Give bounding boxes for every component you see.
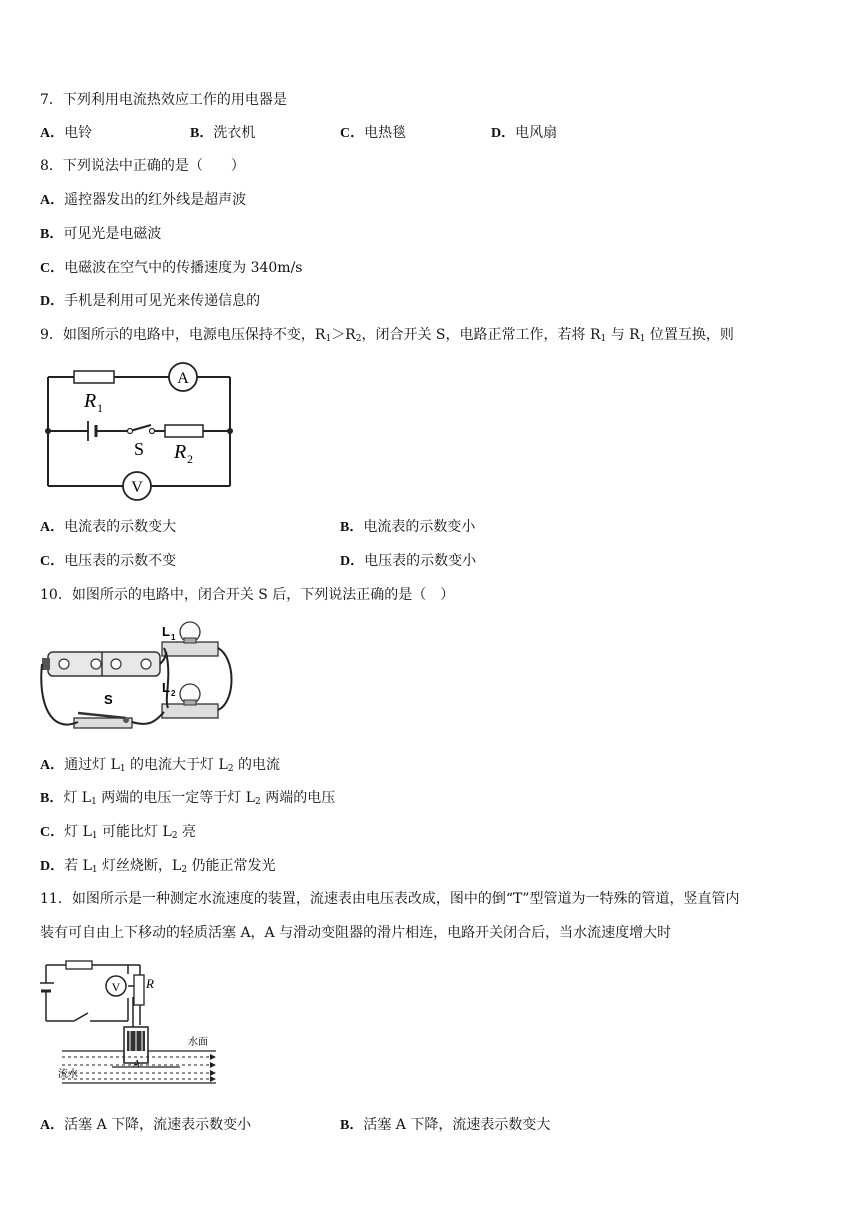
- option-text: 灯 L: [64, 824, 92, 840]
- option-text: 可见光是电磁波: [63, 226, 162, 242]
- option-text: 遥控器发出的红外线是超声波: [64, 192, 247, 208]
- q8-option-b[interactable]: [40, 224, 161, 245]
- ammeter-label: A: [177, 370, 189, 387]
- option-text: 电风扇: [515, 125, 558, 141]
- option-text: 电压表的示数不变: [64, 553, 177, 569]
- q10-option-d[interactable]: [40, 856, 276, 880]
- switch-icon: [128, 429, 155, 434]
- option-label: C．: [340, 126, 365, 141]
- q7-option-d[interactable]: [491, 123, 557, 144]
- option-label: A．: [40, 193, 65, 208]
- stem-sub: 1: [600, 334, 607, 344]
- option-label: A．: [40, 758, 65, 773]
- q7-option-b[interactable]: [190, 123, 255, 144]
- q10-option-a[interactable]: [40, 755, 280, 779]
- q11-option-a[interactable]: [40, 1115, 251, 1136]
- l2-label: L: [162, 680, 170, 695]
- option-label: D．: [340, 554, 365, 569]
- option-label: B．: [190, 126, 214, 141]
- q10-option-c[interactable]: [40, 822, 196, 846]
- q8-option-a[interactable]: [40, 190, 246, 211]
- q9-circuit-diagram: [40, 355, 240, 505]
- option-label: D．: [491, 126, 516, 141]
- q8-option-c[interactable]: [40, 258, 302, 279]
- r2-subscript: 2: [187, 452, 193, 466]
- stem-part: 位置互换，则: [645, 327, 734, 343]
- option-text: 电铃: [64, 125, 93, 141]
- stem-part: ＞R: [331, 327, 356, 343]
- q11-stem-line1: 11．如图所示是一种测定水流速度的装置，流速表由电压表改成，图中的倒“T”型管道为一特殊的管道，竖直管内: [40, 891, 740, 907]
- q10-stem: 10．如图所示的电路中，闭合开关 S 后，下列说法正确的是（ ）: [40, 587, 455, 603]
- option-text: 灯 L: [63, 790, 92, 806]
- l1-label: L: [162, 624, 170, 639]
- option-sub: 1: [91, 831, 98, 841]
- q11-option-b[interactable]: [340, 1115, 550, 1136]
- option-label: B．: [40, 227, 64, 242]
- option-sub: 2: [255, 797, 261, 807]
- switch-label: S: [104, 692, 113, 707]
- option-text: 可能比灯 L: [97, 824, 172, 840]
- option-label: B．: [340, 1118, 364, 1133]
- q7-option-c[interactable]: [340, 123, 406, 144]
- option-text: 若 L: [64, 858, 92, 874]
- option-sub: 1: [91, 797, 97, 807]
- option-text: 电流表的示数变大: [64, 519, 177, 535]
- q7-stem: 7．下列利用电流热效应工作的用电器是: [40, 92, 287, 108]
- option-text: 电流表的示数变小: [363, 519, 476, 535]
- resistor-r1-icon: [74, 371, 114, 383]
- q9-stem: [40, 325, 734, 349]
- option-label: B．: [340, 520, 364, 535]
- q10-circuit-photo: [40, 618, 240, 740]
- flowing-water-label: 流水: [58, 1069, 78, 1080]
- stem-sub: 1: [325, 334, 332, 344]
- option-label: C．: [40, 554, 65, 569]
- option-text: 电热毯: [364, 125, 407, 141]
- stem-part: 9．如图所示的电路中，电源电压保持不变，R: [40, 327, 326, 343]
- battery-icon: [88, 421, 96, 441]
- q11-stem-line2: 装有可自由上下移动的轻质活塞 A，A 与滑动变阻器的滑片相连，电路开关闭合后，当水流速度增大时: [40, 925, 672, 941]
- option-label: D．: [40, 294, 65, 309]
- q10-option-b[interactable]: [40, 788, 335, 812]
- voltmeter-label: V: [131, 479, 143, 496]
- option-text: 两端的电压: [260, 790, 336, 806]
- q8-option-d[interactable]: [40, 291, 260, 312]
- option-sub: 2: [171, 831, 178, 841]
- option-text: 仍能正常发光: [187, 858, 276, 874]
- option-text: 手机是利用可见光来传递信息的: [64, 293, 261, 309]
- option-text: 电磁波在空气中的传播速度为 340m/s: [64, 260, 303, 276]
- option-label: A．: [40, 1118, 65, 1133]
- q9-option-a[interactable]: [40, 517, 176, 538]
- q8-stem: 8．下列说法中正确的是（ ）: [40, 158, 245, 174]
- option-sub: 2: [181, 865, 188, 875]
- stem-sub: 2: [355, 334, 362, 344]
- stem-part: ，闭合开关 S，电路正常工作，若将 R: [361, 327, 601, 343]
- option-sub: 1: [91, 865, 98, 875]
- q9-option-b[interactable]: [340, 517, 475, 538]
- q9-option-c[interactable]: [40, 551, 176, 572]
- r1-subscript: 1: [97, 401, 103, 415]
- q7-option-a[interactable]: [40, 123, 92, 144]
- option-text: 亮: [177, 824, 196, 840]
- r1-label: R: [84, 390, 97, 412]
- option-label: B．: [40, 791, 64, 806]
- flow-arrow-icons: [210, 1054, 216, 1082]
- option-label: C．: [40, 825, 65, 840]
- option-text: 的电流: [233, 757, 280, 773]
- stem-sub: 1: [639, 334, 646, 344]
- variable-resistor-icon: [134, 975, 144, 1005]
- voltmeter-label: V: [111, 980, 121, 994]
- option-label: D．: [40, 859, 65, 874]
- battery-pack-icon: [42, 652, 160, 676]
- rheostat-label: R: [146, 976, 154, 991]
- knife-switch-icon: [74, 713, 132, 728]
- piston-label: A: [133, 1058, 140, 1070]
- option-text: 活塞 A 下降，流速表示数变大: [363, 1117, 551, 1133]
- option-sub: 2: [227, 764, 234, 774]
- l2-subscript: 2: [171, 689, 176, 698]
- resistor-r2-icon: [165, 425, 203, 437]
- l1-subscript: 1: [171, 633, 176, 642]
- option-text: 灯丝烧断，L: [97, 858, 182, 874]
- stem-part: 与 R: [606, 327, 640, 343]
- fixed-resistor-icon: [66, 961, 92, 969]
- option-text: 洗衣机: [213, 125, 256, 141]
- switch-label: S: [134, 439, 145, 459]
- option-sub: 1: [119, 764, 126, 774]
- water-surface-label: 水面: [188, 1037, 208, 1048]
- q9-option-d[interactable]: [340, 551, 476, 572]
- option-text: 两端的电压一定等于灯 L: [96, 790, 256, 806]
- q11-flowmeter-diagram: [40, 955, 225, 1095]
- option-text: 电压表的示数变小: [364, 553, 477, 569]
- r2-label: R: [174, 441, 187, 463]
- option-text: 的电流大于灯 L: [125, 757, 228, 773]
- option-text: 活塞 A 下降，流速表示数变小: [64, 1117, 252, 1133]
- option-label: A．: [40, 520, 65, 535]
- option-label: A．: [40, 126, 65, 141]
- option-label: C．: [40, 261, 65, 276]
- battery-icon: [40, 983, 54, 991]
- option-text: 通过灯 L: [64, 757, 120, 773]
